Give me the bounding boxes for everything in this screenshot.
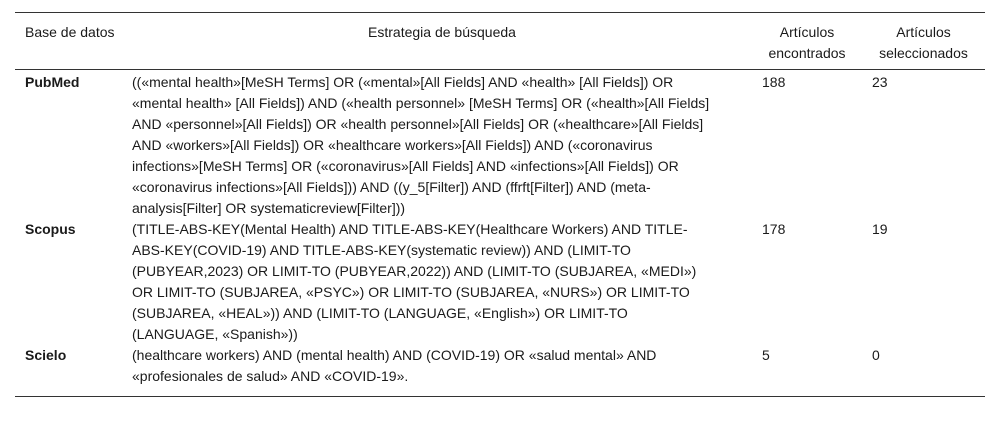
cell-found: 178 <box>762 221 786 237</box>
cell-strategy: (healthcare workers) AND (mental health) AND (COVID-19) OR «salud mental» AND «profesionales de salud» AND «COVID-19». <box>132 347 657 384</box>
cell-selected: 23 <box>872 74 888 90</box>
table-row <box>15 70 985 220</box>
header-row <box>15 13 985 70</box>
table-row <box>15 345 985 397</box>
header-database: Base de datos <box>25 24 115 40</box>
cell-selected: 0 <box>872 347 880 363</box>
cell-database: Scopus <box>25 221 76 237</box>
table-row <box>15 219 985 345</box>
cell-found: 5 <box>762 347 770 363</box>
header-found: Artículos encontrados <box>768 24 846 61</box>
search-strategy-table-container <box>15 12 985 397</box>
header-selected: Artículos seleccionados <box>879 24 968 61</box>
search-strategy-table <box>15 12 985 397</box>
cell-database: PubMed <box>25 74 80 90</box>
cell-database: Scielo <box>25 347 67 363</box>
cell-selected: 19 <box>872 221 888 237</box>
table-body <box>15 70 985 397</box>
cell-strategy: (TITLE-ABS-KEY(Mental Health) AND TITLE-ABS-KEY(Healthcare Workers) AND TITLE-ABS-KEY(COVID-19) AND TITLE-ABS-KEY(systematic review)) AND (LIMIT-TO (PUBYEAR,2023) OR LIMIT-TO (PUBYEAR,2022)) AND (LIMIT-TO (SUBJAREA, «MEDI») OR LIMIT-TO (SUBJAREA, «PSYC») OR LIMIT-TO (SUBJAREA, «NURS») OR LIMIT-TO (SUBJAREA, «HEAL»)) AND (LIMIT-TO (LANGUAGE, «English») OR LIMIT-TO (LANGUAGE, «Spanish»)) <box>132 221 697 342</box>
table-header <box>15 13 985 70</box>
cell-found: 188 <box>762 74 786 90</box>
cell-strategy: ((«mental health»[MeSH Terms] OR («mental»[All Fields] AND «health» [All Fields]) OR «mental health» [All Fields]) AND («health personnel» [MeSH Terms] OR («health»[All Fields] AND «personnel»[All Fields]) OR «health personnel»[All Fields] OR («healthcare»[All Fields] AND «workers»[All Fields]) OR «healthcare workers»[All Fields]) AND («coronavirus infections»[MeSH Terms] OR («coronavirus»[All Fields] AND «infections»[All Fields]) OR «coronavirus infections»[All Fields])) AND ((y_5[Filter]) AND (ffrft[Filter]) AND (meta-analysis[Filter] OR systematicreview[Filter])) <box>132 74 710 216</box>
header-strategy: Estrategia de búsqueda <box>368 24 516 40</box>
